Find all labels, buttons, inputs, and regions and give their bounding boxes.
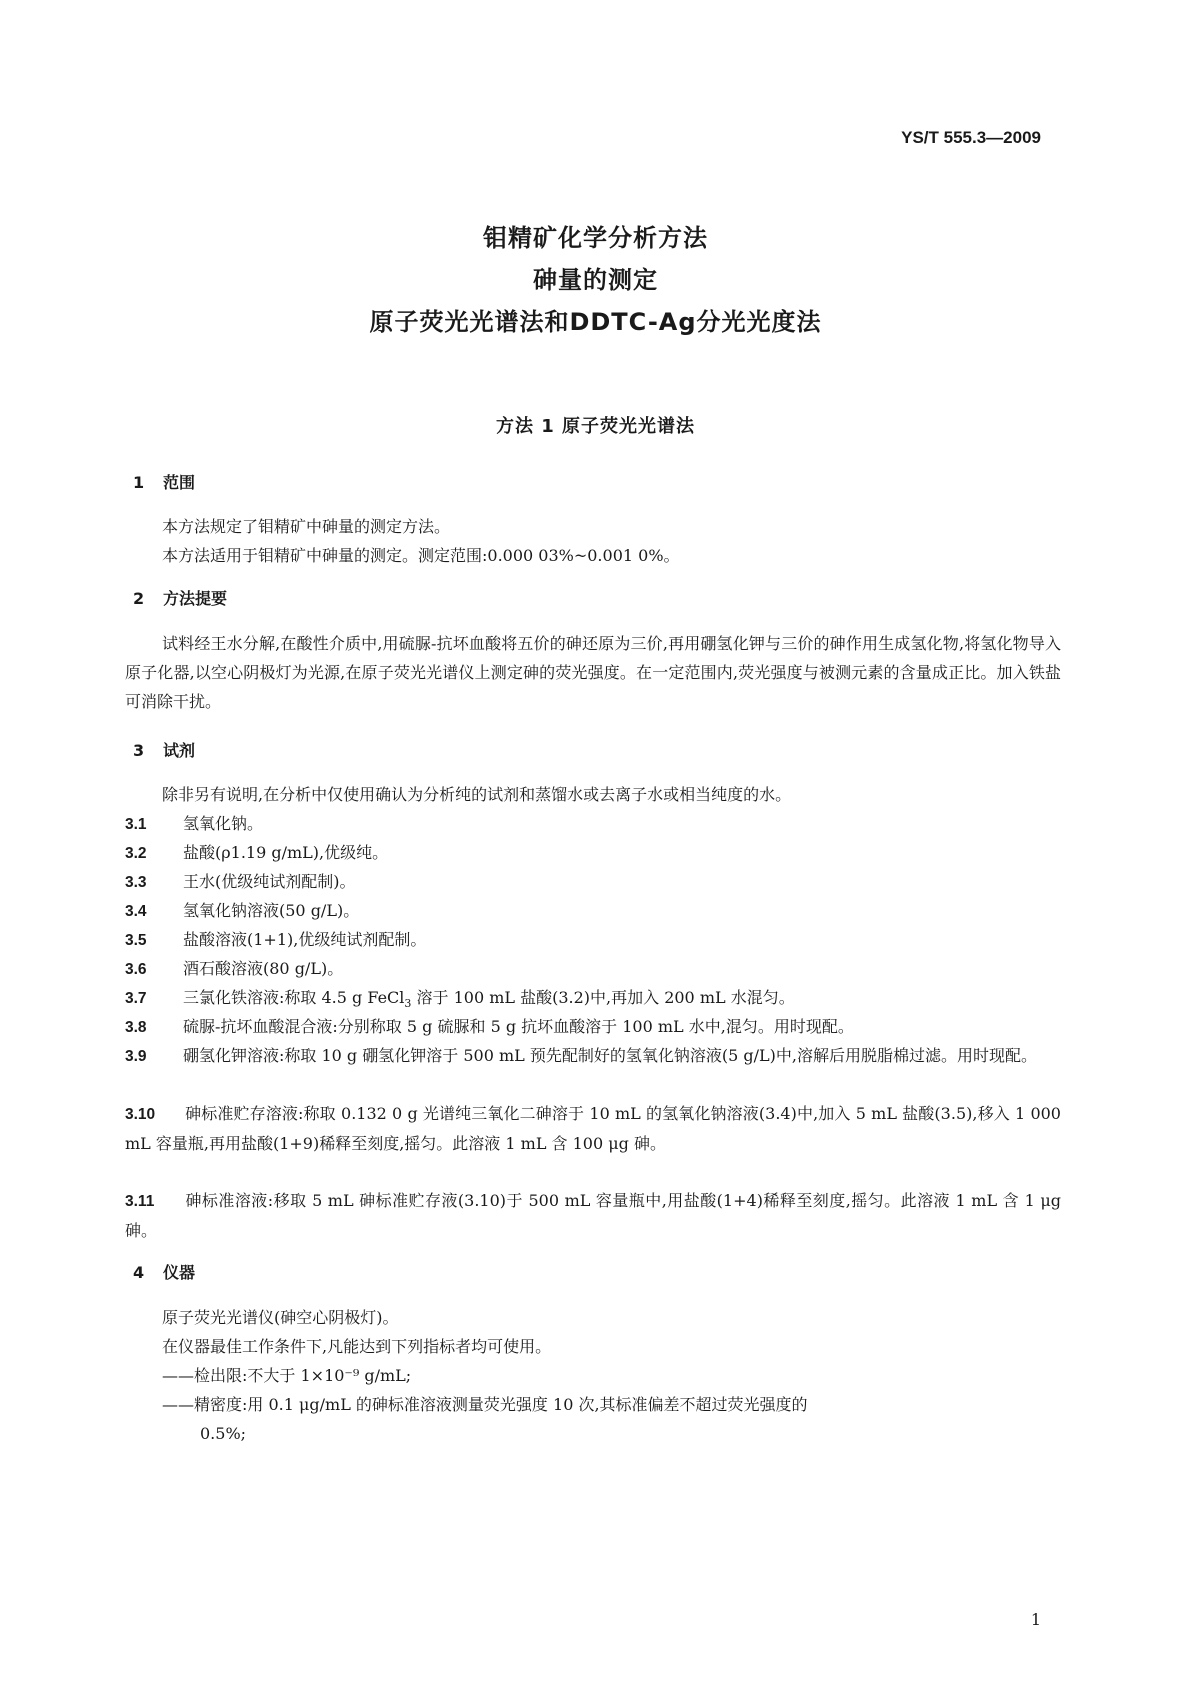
reagent-number: 3.11 [125,1193,155,1210]
precision-item: ——精密度:用 0.1 μg/mL 的砷标准溶液测量荧光强度 10 次,其标准偏差不超过荧光强度的 [162,1395,808,1414]
section-title: 仪器 [163,1263,196,1282]
reagent-number: 3.3 [125,874,147,891]
reagent-item [125,925,1061,955]
reagent-item [125,1041,1061,1071]
reagent-item [125,1099,1061,1158]
reagent-text: 砷标准贮存溶液:称取 0.132 0 g 光谱纯三氧化二砷溶于 10 mL 的氢氧化钠溶液(3.4)中,加入 5 mL 盐酸(3.5),移入 1 000 mL 容量瓶,再用盐酸(1+9)稀释至刻度,摇匀。此溶液 1 mL 含 100 μg 砷。 [125,1104,1061,1153]
reagent-item [125,954,1061,984]
section-number: 3 [133,741,145,760]
reagent-number: 3.8 [125,1019,147,1036]
reagent-item [125,838,1061,868]
reagent-number: 3.2 [125,845,147,862]
reagent-text-cont: 溶于 100 mL 盐酸(3.2)中,再加入 200 mL 水混匀。 [411,988,795,1007]
section-number: 2 [133,589,145,608]
section-heading-instruments [133,1260,195,1283]
section-title: 范围 [163,473,196,492]
precision-item-cont: 0.5%; [200,1424,247,1443]
document-title-line-2: 砷量的测定 [533,266,658,294]
reagent-text: 三氯化铁溶液:称取 4.5 g FeCl [183,988,405,1007]
reagent-number: 3.6 [125,961,147,978]
reagent-text: 酒石酸溶液(80 g/L)。 [183,959,344,978]
section-heading-reagents [133,738,195,761]
reagent-item [125,896,1061,926]
reagent-number: 3.4 [125,903,147,920]
reagent-text: 盐酸(ρ1.19 g/mL),优级纯。 [183,843,389,862]
reagent-number: 3.5 [125,932,147,949]
reagent-text: 硼氢化钾溶液:称取 10 g 硼氢化钾溶于 500 mL 预先配制好的氢氧化钠溶液(5 g/L)中,溶解后用脱脂棉过滤。用时现配。 [183,1046,1037,1065]
scope-paragraph-2: 本方法适用于钼精矿中砷量的测定。测定范围:0.000 03%~0.001 0%。 [162,546,680,565]
reagent-item [125,1186,1061,1245]
method-heading: 方法 1 原子荧光光谱法 [495,416,696,437]
reagent-number: 3.10 [125,1106,156,1123]
reagent-number: 3.1 [125,816,147,833]
detection-limit-item: ——检出限:不大于 1×10⁻⁹ g/mL; [162,1366,412,1385]
reagent-text: 氢氧化钠溶液(50 g/L)。 [183,901,360,920]
document-title-line-1: 钼精矿化学分析方法 [483,224,708,252]
reagent-number: 3.7 [125,990,147,1007]
reagent-number: 3.9 [125,1048,147,1065]
scope-paragraph-1: 本方法规定了钼精矿中砷量的测定方法。 [162,517,451,536]
page-number: 1 [1030,1610,1041,1629]
section-heading-principle [133,586,227,609]
reagent-text: 氢氧化钠。 [183,814,264,833]
section-title: 试剂 [163,741,196,760]
reagent-item [125,867,1061,897]
subscript: 3 [404,997,412,1011]
standard-number: YS/T 555.3—2009 [901,128,1041,147]
section-heading-scope [133,470,195,493]
reagent-item [125,1012,1061,1042]
section-number: 1 [133,473,145,492]
instruments-paragraph-1: 原子荧光光谱仪(砷空心阴极灯)。 [162,1308,399,1327]
reagent-text: 盐酸溶液(1+1),优级纯试剂配制。 [183,930,427,949]
principle-paragraph: 试料经王水分解,在酸性介质中,用硫脲-抗坏血酸将五价的砷还原为三价,再用硼氢化钾与三价的砷作用生成氢化物,将氢化物导入原子化器,以空心阴极灯为光源,在原子荧光光谱仪上测定砷的荧光强度。在一定范围内,荧光强度与被测元素的含量成正比。加入铁盐可消除干扰。 [125,634,1061,711]
section-number: 4 [133,1263,145,1282]
reagent-item [125,809,1061,839]
reagent-text: 硫脲-抗坏血酸混合液:分别称取 5 g 硫脲和 5 g 抗坏血酸溶于 100 mL 水中,混匀。用时现配。 [183,1017,854,1036]
document-title-line-3: 原子荧光光谱法和DDTC-Ag分光光度法 [369,308,822,336]
instruments-paragraph-2: 在仪器最佳工作条件下,凡能达到下列指标者均可使用。 [162,1337,552,1356]
reagents-intro: 除非另有说明,在分析中仅使用确认为分析纯的试剂和蒸馏水或去离子水或相当纯度的水。 [162,785,792,804]
reagent-text: 砷标准溶液:移取 5 mL 砷标准贮存液(3.10)于 500 mL 容量瓶中,用盐酸(1+4)稀释至刻度,摇匀。此溶液 1 mL 含 1 μg 砷。 [125,1191,1061,1240]
section-title: 方法提要 [163,589,228,608]
reagent-text: 王水(优级纯试剂配制)。 [183,872,356,891]
